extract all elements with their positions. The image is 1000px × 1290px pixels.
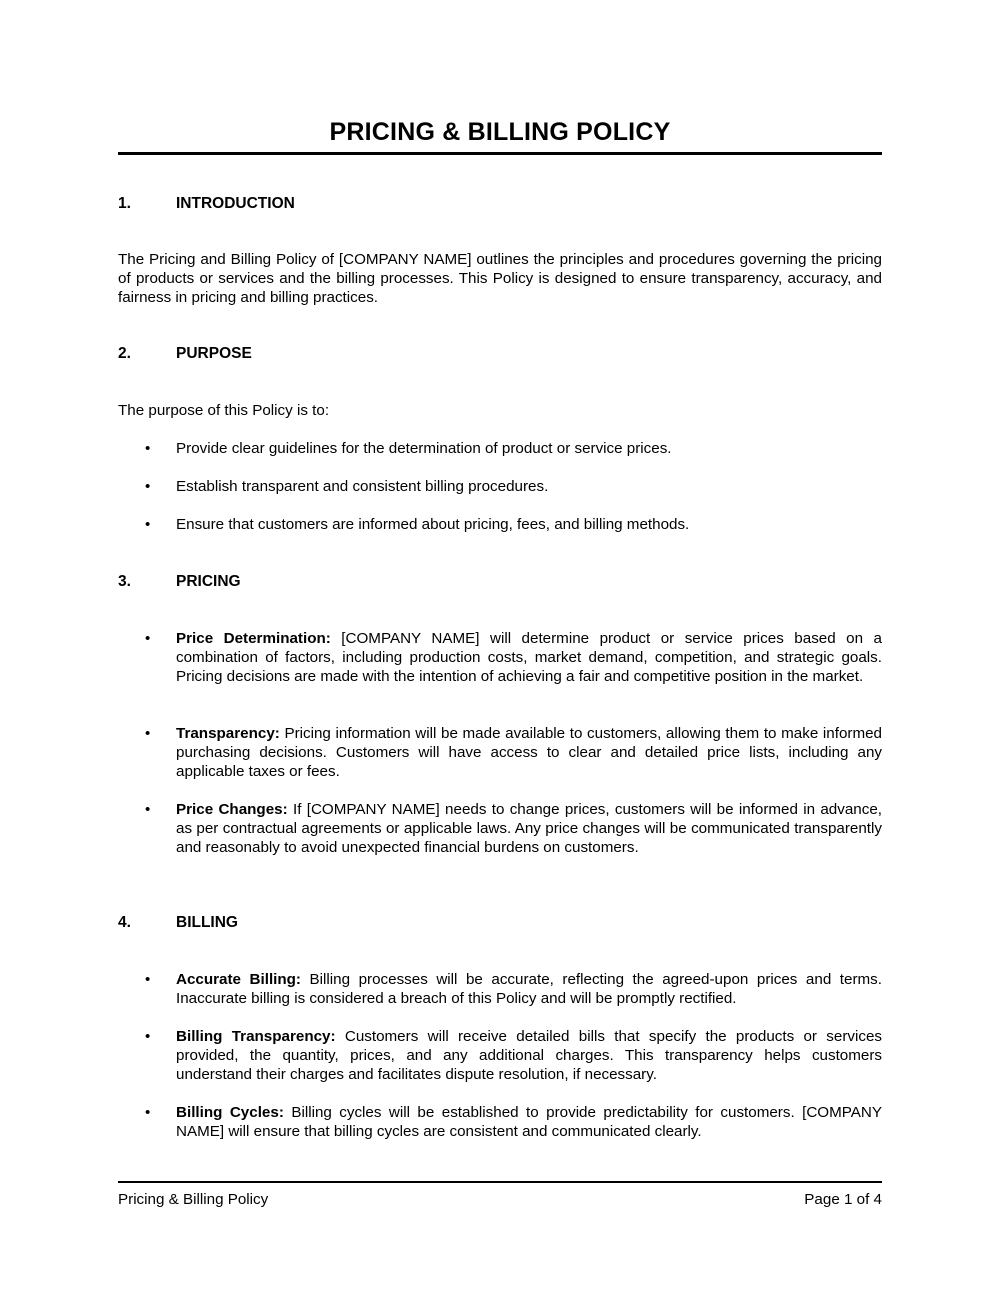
section-heading-introduction [118, 194, 882, 214]
list-item-body: [COMPANY NAME] will determine product or service prices based on a combination of factors, including production costs, market demand, competition, and strategic goals. Pricing decisions are made with the intention of achieving a fair and competitive position in the market. [176, 630, 882, 685]
section-title: INTRODUCTION [176, 195, 295, 212]
list-item-body: Billing cycles will be established to provide predictability for customers. [COMPANY NAME] will ensure that billing cycles are consistent and communicated clearly. [176, 1104, 882, 1140]
document-page [118, 0, 882, 1290]
list-item-term: Billing Transparency: [176, 1028, 336, 1045]
footer-page-number: Page 1 of 4 [804, 1191, 882, 1208]
bullet-icon: • [145, 516, 151, 533]
bullet-icon: • [145, 801, 151, 818]
list-item-text [176, 1027, 882, 1084]
section-heading-billing [118, 913, 882, 933]
section-number: 1. [118, 195, 131, 212]
list-item-text [176, 724, 882, 781]
bullet-icon: • [145, 1104, 151, 1121]
list-item-term: Price Changes: [176, 801, 288, 818]
bullet-icon: • [145, 478, 151, 495]
list-item-text [176, 970, 882, 1008]
list-item-term: Price Determination: [176, 630, 331, 647]
section-title: PRICING [176, 573, 241, 590]
bullet-icon: • [145, 1028, 151, 1045]
list-item-text [176, 1103, 882, 1141]
list-item-term: Accurate Billing: [176, 971, 301, 988]
title-divider [118, 152, 882, 155]
list-item-body: Billing processes will be accurate, reflecting the agreed-upon prices and terms. Inaccurate billing is considered a breach of this Policy and will be promptly rectified. [176, 971, 882, 1007]
footer-document-name: Pricing & Billing Policy [118, 1191, 269, 1208]
footer-divider [118, 1181, 882, 1183]
list-item-body: Pricing information will be made available to customers, allowing them to make informed purchasing decisions. Customers will have access to clear and detailed price lists, including any applicable taxes or fees. [176, 725, 882, 780]
section-number: 3. [118, 573, 131, 590]
bullet-icon: • [145, 440, 151, 457]
purpose-intro-paragraph: The purpose of this Policy is to: [118, 402, 330, 419]
list-item-body: If [COMPANY NAME] needs to change prices, customers will be informed in advance, as per contractual agreements or applicable laws. Any price changes will be communicated transparently and reasonably to avoid unexpected financial burdens on customers. [176, 801, 883, 856]
section-title: BILLING [176, 914, 238, 931]
section-heading-pricing [118, 572, 882, 592]
list-item-text [176, 800, 882, 857]
introduction-paragraph: The Pricing and Billing Policy of [COMPANY NAME] outlines the principles and procedures governing the pricing of products or services and the billing processes. This Policy is designed to ensure transparency, accuracy, and fairness in pricing and billing practices. [118, 251, 882, 306]
section-number: 4. [118, 914, 131, 931]
document-title: PRICING & BILLING POLICY [329, 118, 671, 146]
section-heading-purpose [118, 344, 882, 364]
section-title: PURPOSE [176, 345, 252, 362]
list-item-text: Ensure that customers are informed about pricing, fees, and billing methods. [176, 516, 690, 533]
bullet-icon: • [145, 630, 151, 647]
bullet-icon: • [145, 725, 151, 742]
list-item-text [176, 629, 882, 686]
list-item-term: Billing Cycles: [176, 1104, 284, 1121]
list-item-term: Transparency: [176, 725, 280, 742]
section-number: 2. [118, 345, 131, 362]
list-item-text: Establish transparent and consistent billing procedures. [176, 478, 549, 495]
list-item-text: Provide clear guidelines for the determination of product or service prices. [176, 440, 672, 457]
list-item-body: Customers will receive detailed bills that specify the products or services provided, the quantity, prices, and any additional charges. This transparency helps customers understand their charges and facilitates dispute resolution, if necessary. [176, 1028, 882, 1083]
bullet-icon: • [145, 971, 151, 988]
